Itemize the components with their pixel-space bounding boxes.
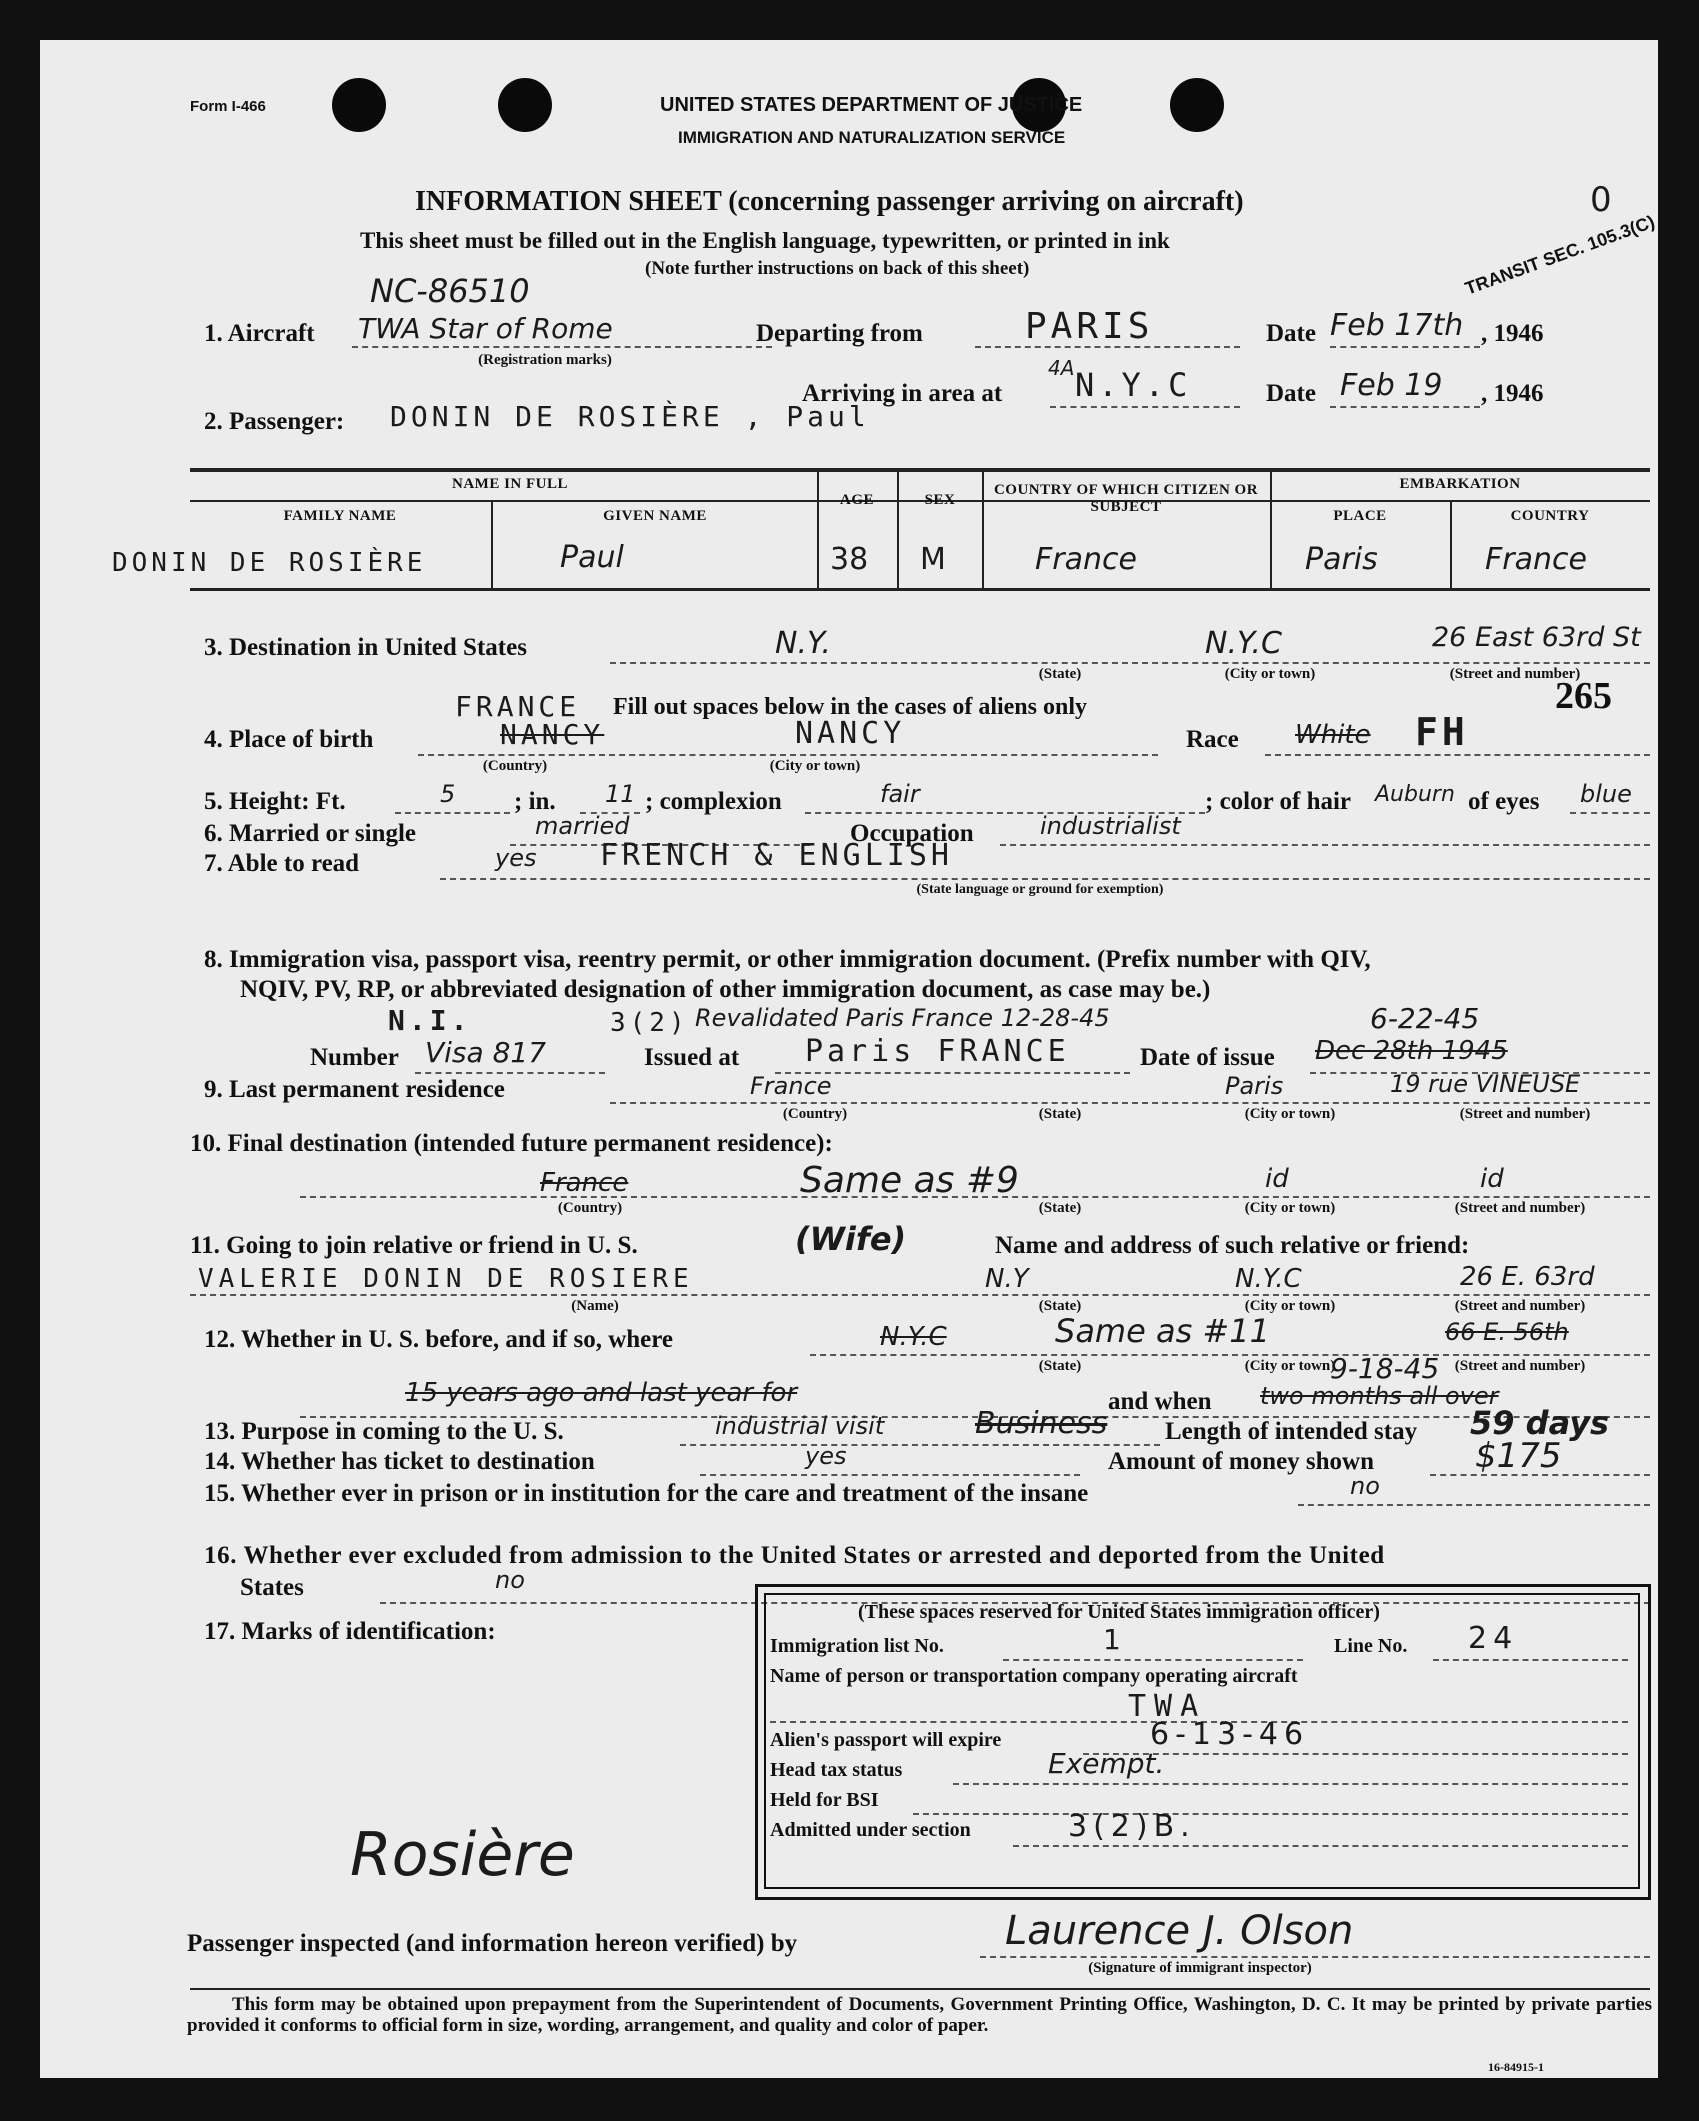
age-header: AGE — [839, 492, 875, 508]
inspector-signature[interactable]: Laurence J. Olson — [1005, 1908, 1354, 1954]
relative-name[interactable]: VALERIE DONIN DE ROSIERE — [198, 1264, 694, 1294]
money-label: Amount of money shown — [1108, 1448, 1375, 1475]
relative-street[interactable]: 26 E. 63rd — [1460, 1262, 1595, 1292]
hair-value[interactable]: Auburn — [1375, 782, 1455, 807]
arrive-year: , 1946 — [1481, 380, 1544, 407]
language-caption: (State language or ground for exemption) — [916, 882, 1164, 897]
citizen-cell[interactable]: France — [1035, 542, 1137, 577]
ticket-value[interactable]: yes — [805, 1442, 847, 1470]
money-value[interactable]: $175 — [1475, 1436, 1562, 1476]
passport-label: Alien's passport will expire — [770, 1729, 1002, 1751]
hair-label: ; color of hair — [1205, 788, 1352, 815]
state-caption: (State) — [1038, 666, 1082, 682]
relative-state[interactable]: N.Y — [985, 1264, 1029, 1294]
ticket-label: 14. Whether has ticket to destination — [204, 1448, 595, 1475]
state-caption: (State) — [1038, 1358, 1082, 1374]
prison-value[interactable]: no — [1350, 1472, 1380, 1500]
residence-country[interactable]: France — [750, 1072, 832, 1100]
sex-cell[interactable]: M — [920, 542, 946, 577]
read-yes[interactable]: yes — [495, 844, 537, 872]
country-cell[interactable]: France — [1485, 542, 1587, 577]
race-value[interactable]: FH — [1415, 710, 1469, 754]
department-title: UNITED STATES DEPARTMENT OF JUSTICE — [660, 94, 1083, 116]
page-title: INFORMATION SHEET (concerning passenger arriving on aircraft) — [415, 186, 1244, 217]
eyes-label: of eyes — [1468, 788, 1540, 815]
race-label: Race — [1186, 726, 1239, 753]
arriving-prefix: 4A — [1048, 356, 1075, 380]
relative-city[interactable]: N.Y.C — [1235, 1264, 1302, 1294]
issue-date[interactable]: Dec 28th 1945 — [1315, 1036, 1508, 1066]
issue-date-label: Date of issue — [1140, 1044, 1275, 1071]
city-caption: (City or town) — [1244, 1106, 1336, 1122]
state-caption: (State) — [1038, 1298, 1082, 1314]
punch-hole — [498, 78, 552, 132]
passenger-value[interactable]: DONIN DE ROSIÈRE , Paul — [390, 400, 870, 433]
visa-line2: NQIV, PV, RP, or abbreviated designation of other immigration document, as case may be.) — [240, 976, 1211, 1003]
arriving-label: Arriving in area at — [802, 380, 1003, 407]
street-caption: (Street and number) — [1449, 666, 1581, 682]
registration-caption: (Registration marks) — [478, 352, 612, 368]
age-cell[interactable]: 38 — [830, 542, 869, 577]
when-date[interactable]: 9-18-45 — [1330, 1352, 1440, 1385]
company-label: Name of person or transportation company operating aircraft — [770, 1665, 1298, 1687]
visa-ni: N.I. — [388, 1004, 472, 1037]
place-cell[interactable]: Paris — [1305, 542, 1378, 577]
occupation-label: Occupation — [850, 820, 974, 847]
read-label: 7. Able to read — [204, 850, 360, 877]
race-struck: White — [1295, 720, 1371, 750]
admitted-label: Admitted under section — [770, 1819, 971, 1841]
city-caption: (City or town) — [769, 758, 861, 774]
depart-date-label: Date — [1266, 320, 1316, 347]
when-label: and when — [1108, 1388, 1212, 1415]
list-value[interactable]: 1 — [1103, 1623, 1121, 1656]
occupation-value[interactable]: industrialist — [1040, 812, 1181, 840]
page-note: (Note further instructions on back of this sheet) — [645, 258, 1030, 279]
state-caption: (State) — [1038, 1106, 1082, 1122]
aircraft-label: 1. Aircraft — [204, 320, 315, 347]
height-label: 5. Height: Ft. — [204, 788, 346, 815]
birth-country-new[interactable]: FRANCE — [455, 690, 581, 723]
name-in-full-header: NAME IN FULL — [451, 476, 569, 492]
previous-visit-label: 12. Whether in U. S. before, and if so, where — [204, 1326, 673, 1353]
footer-code: 16-84915-1 — [1488, 2060, 1544, 2074]
inspection-label: Passenger inspected (and information hereon verified) by — [187, 1930, 798, 1957]
country-header: COUNTRY — [1510, 508, 1590, 524]
family-name-cell[interactable]: DONIN DE ROSIÈRE — [112, 548, 427, 578]
visa-line1: 8. Immigration visa, passport visa, reentry permit, or other immigration document. (Prefix number with QIV, — [204, 946, 1371, 973]
line-value[interactable]: 24 — [1468, 1621, 1519, 1656]
sex-header: SEX — [924, 492, 956, 508]
final-country[interactable]: France — [540, 1168, 629, 1198]
married-value[interactable]: married — [535, 812, 630, 840]
issued-label: Issued at — [644, 1044, 740, 1071]
arrive-date-value[interactable]: Feb 19 — [1340, 368, 1443, 403]
place-header: PLACE — [1333, 508, 1387, 524]
destination-city[interactable]: N.Y.C — [1205, 626, 1282, 661]
final-street[interactable]: id — [1480, 1164, 1504, 1194]
aircraft-value[interactable]: TWA Star of Rome — [358, 312, 613, 345]
transit-stamp: TRANSIT SEC. 105.3(C) — [1462, 211, 1658, 299]
read-value[interactable]: FRENCH & ENGLISH — [600, 838, 953, 873]
destination-state[interactable]: N.Y. — [775, 626, 831, 661]
departing-value[interactable]: PARIS — [1025, 306, 1154, 347]
city-caption: (City or town) — [1244, 1200, 1336, 1216]
footer-text: This form may be obtained upon prepayment from the Superintendent of Documents, Government Printing Office, Washington, D. C. It may be printed by private parties provided it conforms to official form in size, wording, arrangement, and quality and color of paper. — [187, 1994, 1652, 2036]
embarkation-header: EMBARKATION — [1399, 476, 1521, 492]
passenger-signature: Rosière — [350, 1820, 575, 1890]
city-caption: (City or town) — [1224, 666, 1316, 682]
stamp-mark: 0 — [1590, 180, 1612, 220]
name-caption: (Name) — [571, 1298, 619, 1314]
page-subtitle: This sheet must be filled out in the English language, typewritten, or printed in ink — [360, 228, 1170, 253]
excluded-value[interactable]: no — [495, 1566, 525, 1594]
residence-street[interactable]: 19 rue VINEUSE — [1390, 1070, 1581, 1098]
birth-country-struck: NANCY — [500, 718, 605, 751]
citizen-header: COUNTRY OF WHICH CITIZEN OR SUBJECT — [993, 482, 1259, 515]
form-number: Form I-466 — [190, 98, 266, 115]
passport-value[interactable]: 6-13-46 — [1150, 1717, 1310, 1752]
previous-city[interactable]: Same as #11 — [1055, 1312, 1270, 1350]
country-caption: (Country) — [557, 1200, 623, 1216]
issued-value[interactable]: Paris FRANCE — [805, 1034, 1070, 1069]
given-name-cell[interactable]: Paul — [560, 540, 624, 575]
punch-hole — [332, 78, 386, 132]
departing-label: Departing from — [756, 320, 923, 347]
complexion-label: ; complexion — [645, 788, 782, 815]
visa-32: 3(2) — [610, 1008, 689, 1038]
form-sheet — [40, 40, 1658, 2078]
depart-date-value[interactable]: Feb 17th — [1330, 308, 1464, 343]
bsi-label: Held for BSI — [770, 1789, 879, 1811]
purpose-value2[interactable]: Business — [975, 1406, 1108, 1441]
list-label: Immigration list No. — [770, 1635, 944, 1657]
destination-label: 3. Destination in United States — [204, 634, 527, 661]
excluded-line2: States — [240, 1574, 304, 1601]
prison-label: 15. Whether ever in prison or in institution for the care and treatment of the insane — [204, 1480, 1089, 1507]
headtax-value[interactable]: Exempt. — [1048, 1747, 1165, 1780]
residence-label: 9. Last permanent residence — [204, 1076, 505, 1103]
visa-number-label: Number — [310, 1044, 399, 1071]
officer-box — [755, 1584, 1651, 1900]
destination-street[interactable]: 26 East 63rd St — [1432, 622, 1641, 653]
relative-relation[interactable]: (Wife) — [795, 1220, 907, 1258]
birth-label: 4. Place of birth — [204, 726, 374, 753]
excluded-line1: 16. Whether ever excluded from admission to the United States or arrested and deported from the United — [204, 1542, 1385, 1569]
final-destination-label: 10. Final destination (intended future permanent residence): — [190, 1130, 833, 1157]
previous-state[interactable]: N.Y.C — [880, 1322, 947, 1352]
complexion-value[interactable]: fair — [880, 780, 920, 808]
previous-years[interactable]: 15 years ago and last year for — [405, 1378, 798, 1408]
registration-handwritten: NC-86510 — [370, 272, 530, 310]
purpose-value[interactable]: industrial visit — [715, 1412, 885, 1440]
signature-caption: (Signature of immigrant inspector) — [1088, 1960, 1312, 1976]
service-title: IMMIGRATION AND NATURALIZATION SERVICE — [678, 128, 1066, 147]
final-city[interactable]: id — [1265, 1164, 1289, 1194]
eyes-value[interactable]: blue — [1580, 780, 1632, 808]
relative-name-label: Name and address of such relative or friend: — [995, 1232, 1470, 1259]
residence-city[interactable]: Paris — [1225, 1072, 1284, 1100]
stay-value[interactable]: 59 days — [1470, 1404, 1610, 1442]
purpose-label: 13. Purpose in coming to the U. S. — [204, 1418, 564, 1445]
country-caption: (Country) — [782, 1106, 848, 1122]
arrive-date-label: Date — [1266, 380, 1316, 407]
street-caption: (Street and number) — [1454, 1358, 1586, 1374]
height-ft[interactable]: 5 — [440, 780, 456, 808]
state-caption: (State) — [1038, 1200, 1082, 1216]
city-caption: (City or town) — [1244, 1358, 1336, 1374]
visa-number[interactable]: Visa 817 — [425, 1036, 547, 1069]
in-label: ; in. — [514, 788, 556, 815]
code-number: 265 — [1555, 675, 1612, 717]
admitted-value[interactable]: 3(2)B. — [1068, 1809, 1196, 1844]
passenger-label: 2. Passenger: — [204, 408, 345, 435]
given-name-header: GIVEN NAME — [603, 508, 707, 524]
aliens-note: Fill out spaces below in the cases of aliens only — [613, 694, 1088, 720]
visa-revalidated: Revalidated Paris France 12-28-45 — [695, 1004, 1110, 1032]
previous-street[interactable]: 66 E. 56th — [1445, 1318, 1569, 1346]
headtax-label: Head tax status — [770, 1759, 903, 1781]
arriving-value[interactable]: N.Y.C — [1075, 366, 1192, 404]
height-in[interactable]: 11 — [605, 780, 636, 808]
depart-year: , 1946 — [1481, 320, 1544, 347]
final-same[interactable]: Same as #9 — [800, 1160, 1019, 1201]
company-value[interactable]: TWA — [1128, 1689, 1207, 1724]
visa-note-date: 6-22-45 — [1370, 1002, 1480, 1035]
street-caption: (Street and number) — [1454, 1298, 1586, 1314]
married-label: 6. Married or single — [204, 820, 416, 847]
stay-label: Length of intended stay — [1165, 1418, 1418, 1445]
street-caption: (Street and number) — [1459, 1106, 1591, 1122]
relative-label: 11. Going to join relative or friend in U. S. — [190, 1232, 638, 1259]
family-name-header: FAMILY NAME — [283, 508, 397, 524]
officer-title: (These spaces reserved for United States immigration officer) — [858, 1601, 1380, 1623]
when-value[interactable]: two months all over — [1260, 1382, 1499, 1410]
punch-hole — [1170, 78, 1224, 132]
birth-city[interactable]: NANCY — [795, 716, 906, 751]
line-label: Line No. — [1334, 1635, 1408, 1657]
country-caption: (Country) — [482, 758, 548, 774]
city-caption: (City or town) — [1244, 1298, 1336, 1314]
street-caption: (Street and number) — [1454, 1200, 1586, 1216]
marks-label: 17. Marks of identification: — [204, 1618, 496, 1645]
